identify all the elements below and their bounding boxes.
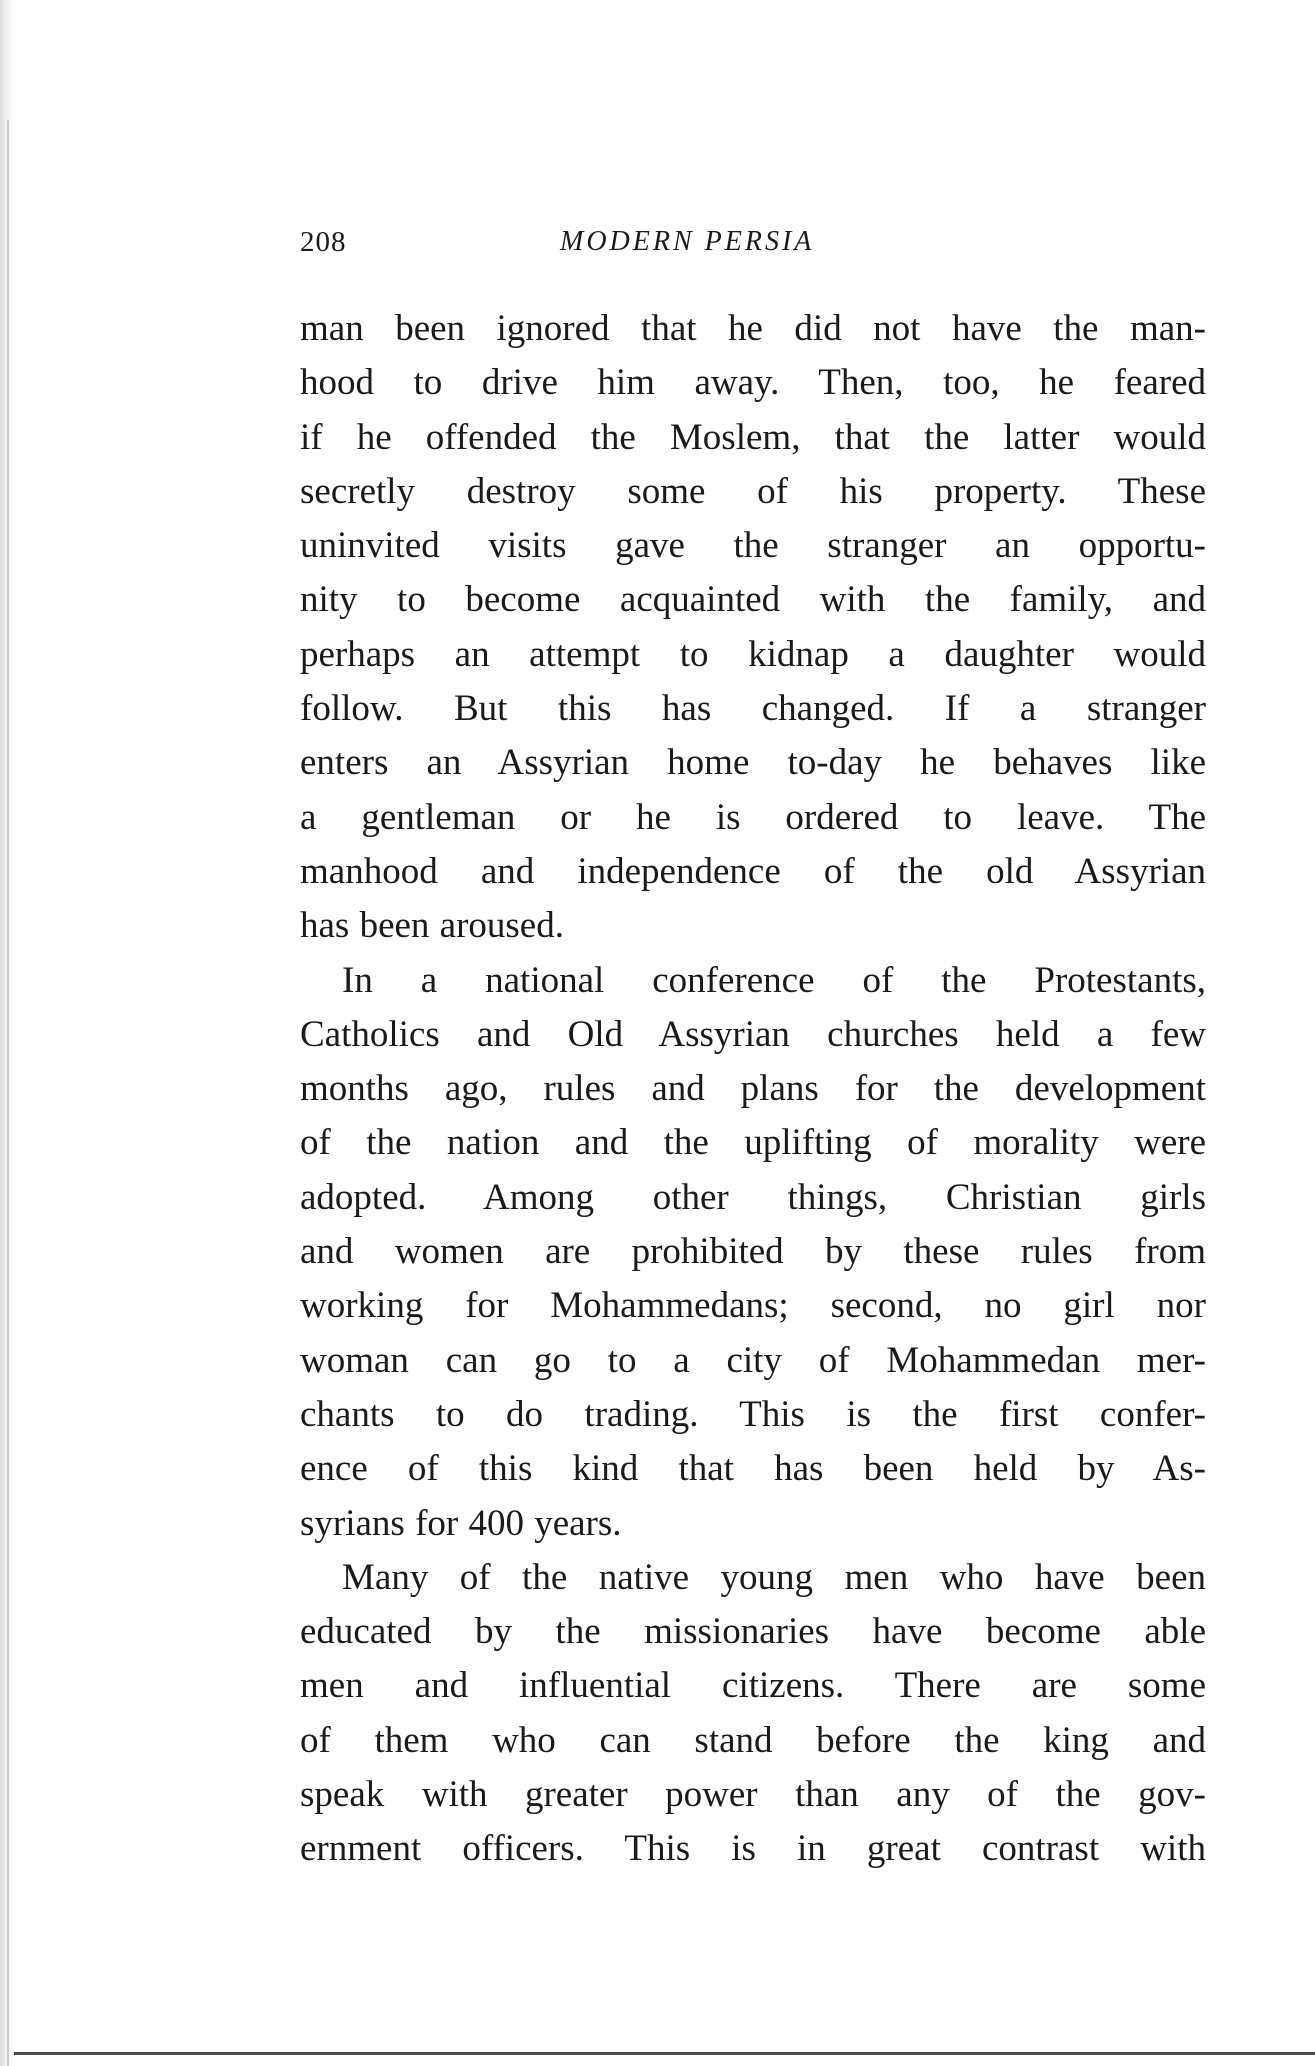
text-line: a gentleman or he is ordered to leave. The (300, 796, 1206, 838)
bottom-edge-rule (14, 2052, 1315, 2055)
text-line: woman can go to a city of Mohammedan mer- (300, 1339, 1206, 1381)
text-line: secretly destroy some of his property. These (300, 470, 1206, 512)
text-line: manhood and independence of the old Assyrian (300, 850, 1206, 892)
text-line: Many of the native young men who have been (342, 1556, 1206, 1598)
text-line: perhaps an attempt to kidnap a daughter would (300, 633, 1206, 675)
text-line: chants to do trading. This is the first confer- (300, 1393, 1206, 1435)
running-head (300, 222, 920, 262)
text-line: follow. But this has changed. If a stranger (300, 688, 1206, 730)
text-line: adopted. Among other things, Christian girls (300, 1176, 1206, 1218)
text-line: enters an Assyrian home to-day he behaves like (300, 742, 1206, 784)
text-line: uninvited visits gave the stranger an opportu- (300, 525, 1206, 567)
running-title: MODERN PERSIA (560, 226, 815, 257)
text-line: working for Mohammedans; second, no girl nor (300, 1285, 1206, 1327)
text-line: educated by the missionaries have become able (300, 1611, 1206, 1653)
text-line: has been aroused. (300, 905, 564, 947)
text-line: speak with greater power than any of the gov- (300, 1774, 1206, 1816)
text-line: months ago, rules and plans for the development (300, 1068, 1206, 1110)
text-line: In a national conference of the Protestants, (342, 959, 1206, 1001)
binding-line (7, 120, 9, 2066)
text-line: Catholics and Old Assyrian churches held a few (300, 1013, 1206, 1055)
text-line: ence of this kind that has been held by As- (300, 1448, 1206, 1490)
paragraph-3 (300, 1551, 1206, 1877)
text-line: if he offended the Moslem, that the latter would (300, 416, 1206, 458)
text-line: nity to become acquainted with the family, and (300, 579, 1206, 621)
text-line: man been ignored that he did not have the man- (300, 308, 1206, 349)
text-line: of them who can stand before the king and (300, 1719, 1206, 1761)
text-line: hood to drive him away. Then, too, he feared (300, 362, 1206, 404)
body-text (300, 302, 1206, 1877)
text-line: men and influential citizens. There are some (300, 1665, 1206, 1707)
text-line: syrians for 400 years. (300, 1502, 622, 1544)
text-line: ernment officers. This is in great contrast with (300, 1828, 1206, 1870)
paragraph-2 (300, 954, 1206, 1551)
text-line: and women are prohibited by these rules from (300, 1231, 1206, 1273)
text-line: of the nation and the uplifting of morality were (300, 1122, 1206, 1164)
page-number: 208 (300, 226, 347, 258)
paragraph-1 (300, 302, 1206, 954)
